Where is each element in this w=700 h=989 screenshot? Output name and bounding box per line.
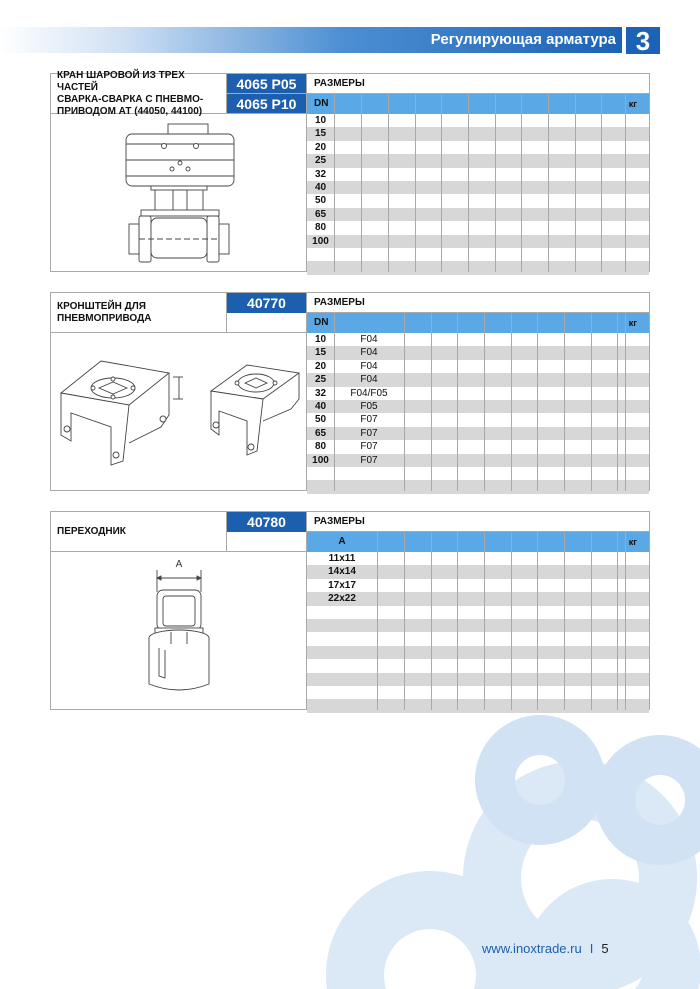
table-row — [307, 387, 649, 400]
table-row — [307, 360, 649, 373]
table-column-divider — [548, 94, 549, 272]
table-column-divider — [495, 94, 496, 272]
size-cell: 32 — [314, 168, 327, 180]
table-column-divider — [404, 313, 405, 491]
table-column-divider — [457, 532, 458, 710]
table-column-divider — [388, 94, 389, 272]
product-name-line: КРОНШТЕЙН ДЛЯ ПНЕВМОПРИВОДА — [57, 300, 152, 324]
table-row — [307, 127, 649, 140]
product-code-empty — [227, 313, 307, 333]
table-row — [307, 480, 649, 493]
size-cell: 10 — [314, 115, 327, 126]
table-header-row — [307, 94, 649, 114]
table-column-divider — [537, 532, 538, 710]
page-number: 5 — [601, 941, 609, 956]
flange-cell: F04/F05 — [350, 387, 388, 399]
table-column-divider — [431, 532, 432, 710]
size-cell: 32 — [314, 387, 327, 399]
dn-column-header: DN — [314, 317, 329, 328]
sizes-heading: РАЗМЕРЫ — [307, 293, 649, 313]
product-name — [51, 69, 227, 117]
product-code: 4065 P05 — [227, 74, 307, 94]
flange-cell: F07 — [360, 441, 378, 453]
table-column-divider — [361, 94, 362, 272]
table-column-divider — [601, 94, 602, 272]
flange-cell: F07 — [360, 414, 378, 426]
flange-cell: F07 — [360, 454, 378, 466]
table-column-divider — [334, 313, 335, 491]
size-cell: 17x17 — [328, 579, 356, 591]
flange-cell: F04 — [360, 374, 378, 386]
table-column-divider — [484, 313, 485, 491]
product-name-line: ПРИВОДОМ АТ (44050, 44100) — [57, 105, 203, 117]
table-column-divider — [537, 313, 538, 491]
table-row — [307, 413, 649, 426]
size-cell: 20 — [314, 360, 327, 372]
table-row — [307, 141, 649, 154]
size-cell: 65 — [314, 427, 327, 439]
table-row — [307, 235, 649, 248]
product-name — [51, 512, 227, 552]
product-section-bracket — [50, 292, 650, 491]
table-column-divider — [591, 313, 592, 491]
size-cell: 15 — [314, 128, 327, 140]
table-column-divider — [521, 94, 522, 272]
size-cell: 40 — [314, 401, 327, 412]
adapter-drawing — [51, 552, 306, 710]
product-name-line: СВАРКА-СВАРКА С ПНЕВМО- — [57, 93, 204, 105]
dn-column-header: DN — [314, 98, 329, 109]
page-footer — [482, 941, 609, 956]
table-header-row — [307, 313, 649, 333]
table-column-divider — [625, 532, 626, 710]
a-column-header: A — [338, 536, 346, 547]
table-column-divider — [377, 532, 378, 710]
dimensions-table — [307, 94, 649, 272]
table-row — [307, 454, 649, 467]
table-column-divider — [441, 94, 442, 272]
size-cell: 40 — [314, 182, 327, 193]
size-cell: 22x22 — [328, 593, 356, 605]
table-column-divider — [468, 94, 469, 272]
flange-cell: F04 — [360, 347, 378, 359]
table-row — [307, 673, 649, 686]
table-header-row — [307, 532, 649, 552]
table-row — [307, 168, 649, 181]
dimensions-table — [307, 532, 649, 710]
size-cell: 20 — [314, 141, 327, 153]
table-row — [307, 592, 649, 605]
weight-column-header: кг — [628, 99, 637, 109]
table-row — [307, 467, 649, 480]
table-column-divider — [334, 94, 335, 272]
flange-cell: F07 — [360, 427, 378, 439]
table-row — [307, 632, 649, 645]
size-cell: 50 — [314, 414, 327, 426]
table-row — [307, 346, 649, 359]
table-row — [307, 221, 649, 234]
table-row — [307, 181, 649, 194]
table-row — [307, 427, 649, 440]
table-row — [307, 400, 649, 413]
table-column-divider — [511, 532, 512, 710]
table-row — [307, 606, 649, 619]
size-cell: 11x11 — [328, 553, 356, 564]
product-section-ball-valve — [50, 69, 650, 272]
table-column-divider — [625, 313, 626, 491]
sizes-heading: РАЗМЕРЫ — [307, 512, 649, 532]
product-section-adapter — [50, 511, 650, 710]
table-row — [307, 208, 649, 221]
product-code: 40770 — [227, 293, 307, 313]
size-cell: 25 — [314, 155, 327, 167]
size-cell: 10 — [314, 334, 327, 345]
table-column-divider — [404, 532, 405, 710]
table-row — [307, 552, 649, 565]
chapter-number: 3 — [626, 27, 660, 54]
product-drawing — [51, 114, 307, 272]
table-column-divider — [415, 94, 416, 272]
chapter-header — [0, 27, 700, 55]
table-row — [307, 699, 649, 712]
flange-cell: F04 — [360, 334, 378, 345]
table-column-divider — [617, 532, 618, 710]
weight-column-header: кг — [628, 318, 637, 328]
ball-valve-actuator-drawing — [51, 114, 306, 272]
size-cell: 80 — [314, 222, 327, 234]
table-row — [307, 194, 649, 207]
size-cell: 100 — [312, 454, 329, 466]
product-name — [51, 293, 227, 333]
table-column-divider — [564, 313, 565, 491]
product-name-line: ПЕРЕХОДНИК — [57, 525, 126, 537]
dimension-label-a: A — [175, 559, 183, 570]
flange-cell: F05 — [360, 401, 378, 412]
size-cell: 25 — [314, 374, 327, 386]
product-drawing — [51, 333, 307, 491]
size-cell: 100 — [312, 235, 329, 247]
table-row — [307, 440, 649, 453]
size-cell: 65 — [314, 208, 327, 220]
product-code-empty — [227, 532, 307, 552]
table-row — [307, 333, 649, 346]
product-drawing — [51, 552, 307, 710]
size-cell: 14x14 — [328, 566, 356, 578]
table-column-divider — [564, 532, 565, 710]
table-column-divider — [431, 313, 432, 491]
website-link[interactable]: www.inoxtrade.ru — [482, 941, 582, 956]
bracket-drawing — [51, 333, 306, 491]
table-row — [307, 154, 649, 167]
product-code: 4065 P10 — [227, 94, 307, 114]
table-row — [307, 686, 649, 699]
table-row — [307, 619, 649, 632]
size-cell: 80 — [314, 441, 327, 453]
footer-separator: I — [589, 941, 594, 956]
dimensions-table — [307, 313, 649, 491]
flange-cell: F04 — [360, 360, 378, 372]
table-row — [307, 248, 649, 261]
table-row — [307, 565, 649, 578]
chapter-title: Регулирующая арматура — [430, 31, 616, 48]
table-column-divider — [625, 94, 626, 272]
weight-column-header: кг — [628, 537, 637, 547]
size-cell: 15 — [314, 347, 327, 359]
sizes-heading: РАЗМЕРЫ — [307, 74, 649, 94]
product-name-line: КРАН ШАРОВОЙ ИЗ ТРЕХ ЧАСТЕЙ — [57, 69, 185, 93]
table-column-divider — [511, 313, 512, 491]
table-row — [307, 373, 649, 386]
table-column-divider — [617, 313, 618, 491]
product-code: 40780 — [227, 512, 307, 532]
table-row — [307, 114, 649, 127]
table-row — [307, 579, 649, 592]
table-column-divider — [591, 532, 592, 710]
table-column-divider — [575, 94, 576, 272]
table-row — [307, 261, 649, 274]
table-row — [307, 659, 649, 672]
table-column-divider — [457, 313, 458, 491]
table-row — [307, 646, 649, 659]
size-cell: 50 — [314, 195, 327, 207]
table-column-divider — [484, 532, 485, 710]
